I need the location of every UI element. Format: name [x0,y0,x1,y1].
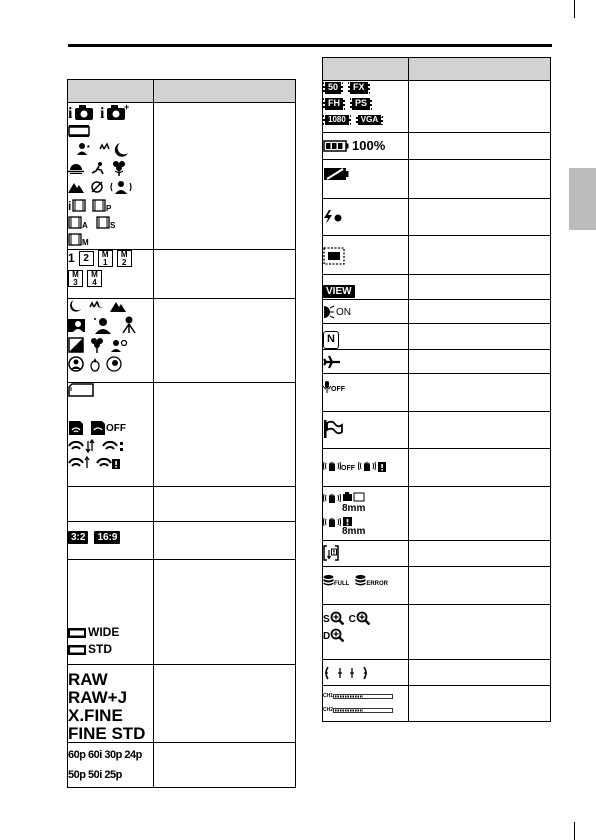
overheat-warning-icon [323,545,408,561]
description-cell [154,383,296,487]
movie-p-icon [92,198,114,212]
quality-raw-jpeg: RAW+J [68,687,128,707]
table-row [68,743,296,788]
overheat-cell [323,540,409,566]
left-icon-table [67,79,296,788]
sports-icon [90,161,106,175]
description-cell [409,566,551,604]
wifi-icon [68,420,84,436]
audio-off-cell [323,373,409,411]
panorama-wide-label: WIDE [88,625,120,640]
microphone-icon [323,381,331,393]
battery-warning-icon [323,167,408,181]
svg-text:P: P [106,204,112,212]
table-row [68,250,296,299]
channel-2-label: CH2 [323,706,334,713]
digital-zoom-icon: D [323,628,344,642]
frame-rate-text [68,743,154,788]
description-cell [154,522,296,560]
portrait-icon [76,142,92,156]
memory-m4-icon: M 4 [87,270,102,287]
movie-auto-icon [68,198,86,212]
size-fh-icon: FH [323,98,345,110]
table-row [323,133,551,160]
backlight-portrait-icon [68,317,86,333]
header-desc-col [409,58,551,81]
af-illuminator-icon [323,305,335,319]
description-cell [409,373,551,411]
aspect-ratio-icons [68,522,154,560]
title-rule [68,44,552,47]
steadyshot-warning-icon [358,459,388,473]
night-scene-icon [68,299,82,313]
battery-icon-cell [323,133,409,160]
battery-icon [323,140,349,152]
memory-card-icon [68,383,94,397]
svg-text:S: S [110,221,116,229]
table-row [68,560,296,665]
description-cell [154,487,296,522]
crop-mark [574,822,575,840]
table-row [323,659,551,685]
wifi-transfer-icon [68,439,96,453]
description-cell [409,349,551,373]
zoom-cell [323,604,409,659]
memory-m3-icon: M 3 [68,270,83,287]
clear-zoom-icon: C [349,611,370,625]
battery-warning-cell [323,160,409,199]
table-row [323,349,551,373]
description-cell [409,324,551,350]
view-icon: VIEW [323,285,355,298]
nfc-icon: N [323,331,339,349]
quality-text [68,665,154,743]
description-cell [409,275,551,300]
movie-s-icon [96,215,118,229]
table-row [323,540,551,566]
table-row [323,486,551,540]
handheld-night-icon [88,299,104,313]
frame-rate-ntsc: 60p 60i 30p 24p [68,749,142,762]
database-full-icon: FULL [323,574,349,588]
table-row [68,103,296,250]
description-cell [409,448,551,486]
database-cell [323,566,409,604]
panorama-std-icon [68,645,86,655]
size-1080-icon: 1080 [323,115,351,126]
infant-icon [110,338,128,352]
quality-raw: RAW [68,670,108,689]
memory-m2-icon: M 2 [117,250,132,267]
table-row [68,383,296,487]
panorama-icons [68,560,154,665]
description-cell [409,659,551,685]
side-tab [569,168,596,230]
smart-zoom-icon: S [323,611,344,625]
audio-level-ch2-icon [333,708,393,713]
backlight-icon [68,337,84,353]
aspect-16-9-icon: 16:9 [94,531,120,544]
focal-length-1: 8mm [342,502,366,514]
battery-percent: 100% [352,138,386,153]
description-cell [154,250,296,299]
table-row [68,522,296,560]
wifi-off-icon: OFF [90,420,126,436]
table-row [323,275,551,300]
svg-text:*: * [87,145,90,152]
svg-text:i: i [68,199,72,212]
airplane-icon [323,355,408,369]
table-row [323,199,551,236]
af-illuminator-cell [323,300,409,324]
table-row [323,566,551,604]
description-cell [409,411,551,448]
image-size-icons [323,81,409,133]
channel-1-label: CH1 [323,692,334,699]
description-cell [409,81,551,133]
af-illuminator-on-label: ON [336,306,351,318]
table-row [323,300,551,324]
audio-level-cell [323,685,409,721]
mode-2-icon: 2 [79,251,94,266]
panorama-wide-icon [68,628,86,638]
description-cell [409,236,551,275]
spot-metering-cell [323,659,409,685]
landscape-scene-icon [110,300,126,312]
night-portrait-icon [98,141,130,157]
steadyshot-off-icon: OFF [323,459,355,473]
description-cell [409,604,551,659]
frame-rate-pal: 50p 50i 25p [68,769,122,782]
description-cell [154,560,296,665]
svg-text:+: + [124,103,130,112]
table-row [323,411,551,448]
flash-charge-icon [323,210,408,224]
table-row [323,604,551,659]
table-row [323,160,551,199]
table-row [323,685,551,721]
table-row [323,236,551,275]
view-cell [323,275,409,300]
panorama-std-label: STD [88,642,112,657]
mode-1-label: 1 [68,250,75,265]
memory-m1-icon: M 1 [98,250,113,267]
header-icon-col [323,58,409,81]
portrait-scene-icon [92,316,114,334]
description-cell [154,299,296,383]
wifi-error-icon [96,456,120,470]
empty-icon-cell [68,487,154,522]
memory-recall-icons [68,250,154,299]
table-row [323,81,551,133]
size-vga-icon: VGA [356,115,383,126]
nfc-cell [323,324,409,350]
svg-text:i: i [68,105,73,121]
sunset-icon [68,162,84,174]
quality-fine-std: FINE STD [68,723,146,743]
intelligent-auto-icon [68,103,94,121]
spot-metering-icon [323,666,408,680]
audio-off-label: OFF [331,385,345,393]
description-cell [154,103,296,250]
size-50-icon: 50 [323,82,343,94]
macro-icon [112,160,126,176]
svg-text:A: A [82,221,88,229]
aspect-3-2-icon: 3:2 [68,531,88,544]
focal-length-2: 8mm [342,525,366,537]
description-cell [409,160,551,199]
baby-icon [106,356,122,372]
table-row [68,299,296,383]
wind-noise-icon [323,420,408,438]
shooting-mode-icons [68,103,154,250]
size-ps-icon: PS [350,98,372,110]
setting-effect-cell [323,236,409,275]
database-error-icon: ERROR [355,574,388,588]
description-cell [409,685,551,721]
wifi-standby-icon [102,439,124,453]
description-cell [409,300,551,324]
steadyshot-cell [323,448,409,486]
macro-scene-icon [90,337,104,353]
handheld-twilight-icon [110,179,132,195]
table-row [323,448,551,486]
right-icon-table [322,57,551,722]
airplane-cell [323,349,409,373]
crop-mark [574,0,575,18]
description-cell [154,743,296,788]
description-cell [409,486,551,540]
quality-x-fine: X.FINE [68,705,123,725]
tripod-icon [120,316,138,334]
description-cell [154,665,296,743]
wifi-upload-icon [68,456,90,470]
flash-charge-cell [323,199,409,236]
scene-recognition-icons [68,299,154,383]
spotlight-icon [68,356,84,372]
superior-auto-icon [100,103,130,121]
panorama-frame-icon [68,125,90,137]
memory-card-wifi-icons [68,383,154,487]
table-row [323,373,551,411]
wind-noise-cell [323,411,409,448]
low-light-icon [90,356,100,372]
setting-effect-off-icon [323,247,408,265]
food-icon [90,180,104,194]
audio-level-ch1-icon [333,694,393,699]
header-desc-col [154,80,296,103]
table-row [68,487,296,522]
steadyshot-focal-cell [323,486,409,540]
landscape-icon [68,181,84,193]
table-header [68,80,296,103]
table-row [323,324,551,350]
svg-text:i: i [100,105,105,121]
table-row [68,665,296,743]
header-icon-col [68,80,154,103]
movie-m-icon [68,232,92,246]
size-fx-icon: FX [348,82,370,94]
description-cell [409,133,551,160]
description-cell [409,540,551,566]
svg-text:M: M [82,238,89,246]
table-header [323,58,551,81]
movie-a-icon [68,215,90,229]
description-cell [409,199,551,236]
